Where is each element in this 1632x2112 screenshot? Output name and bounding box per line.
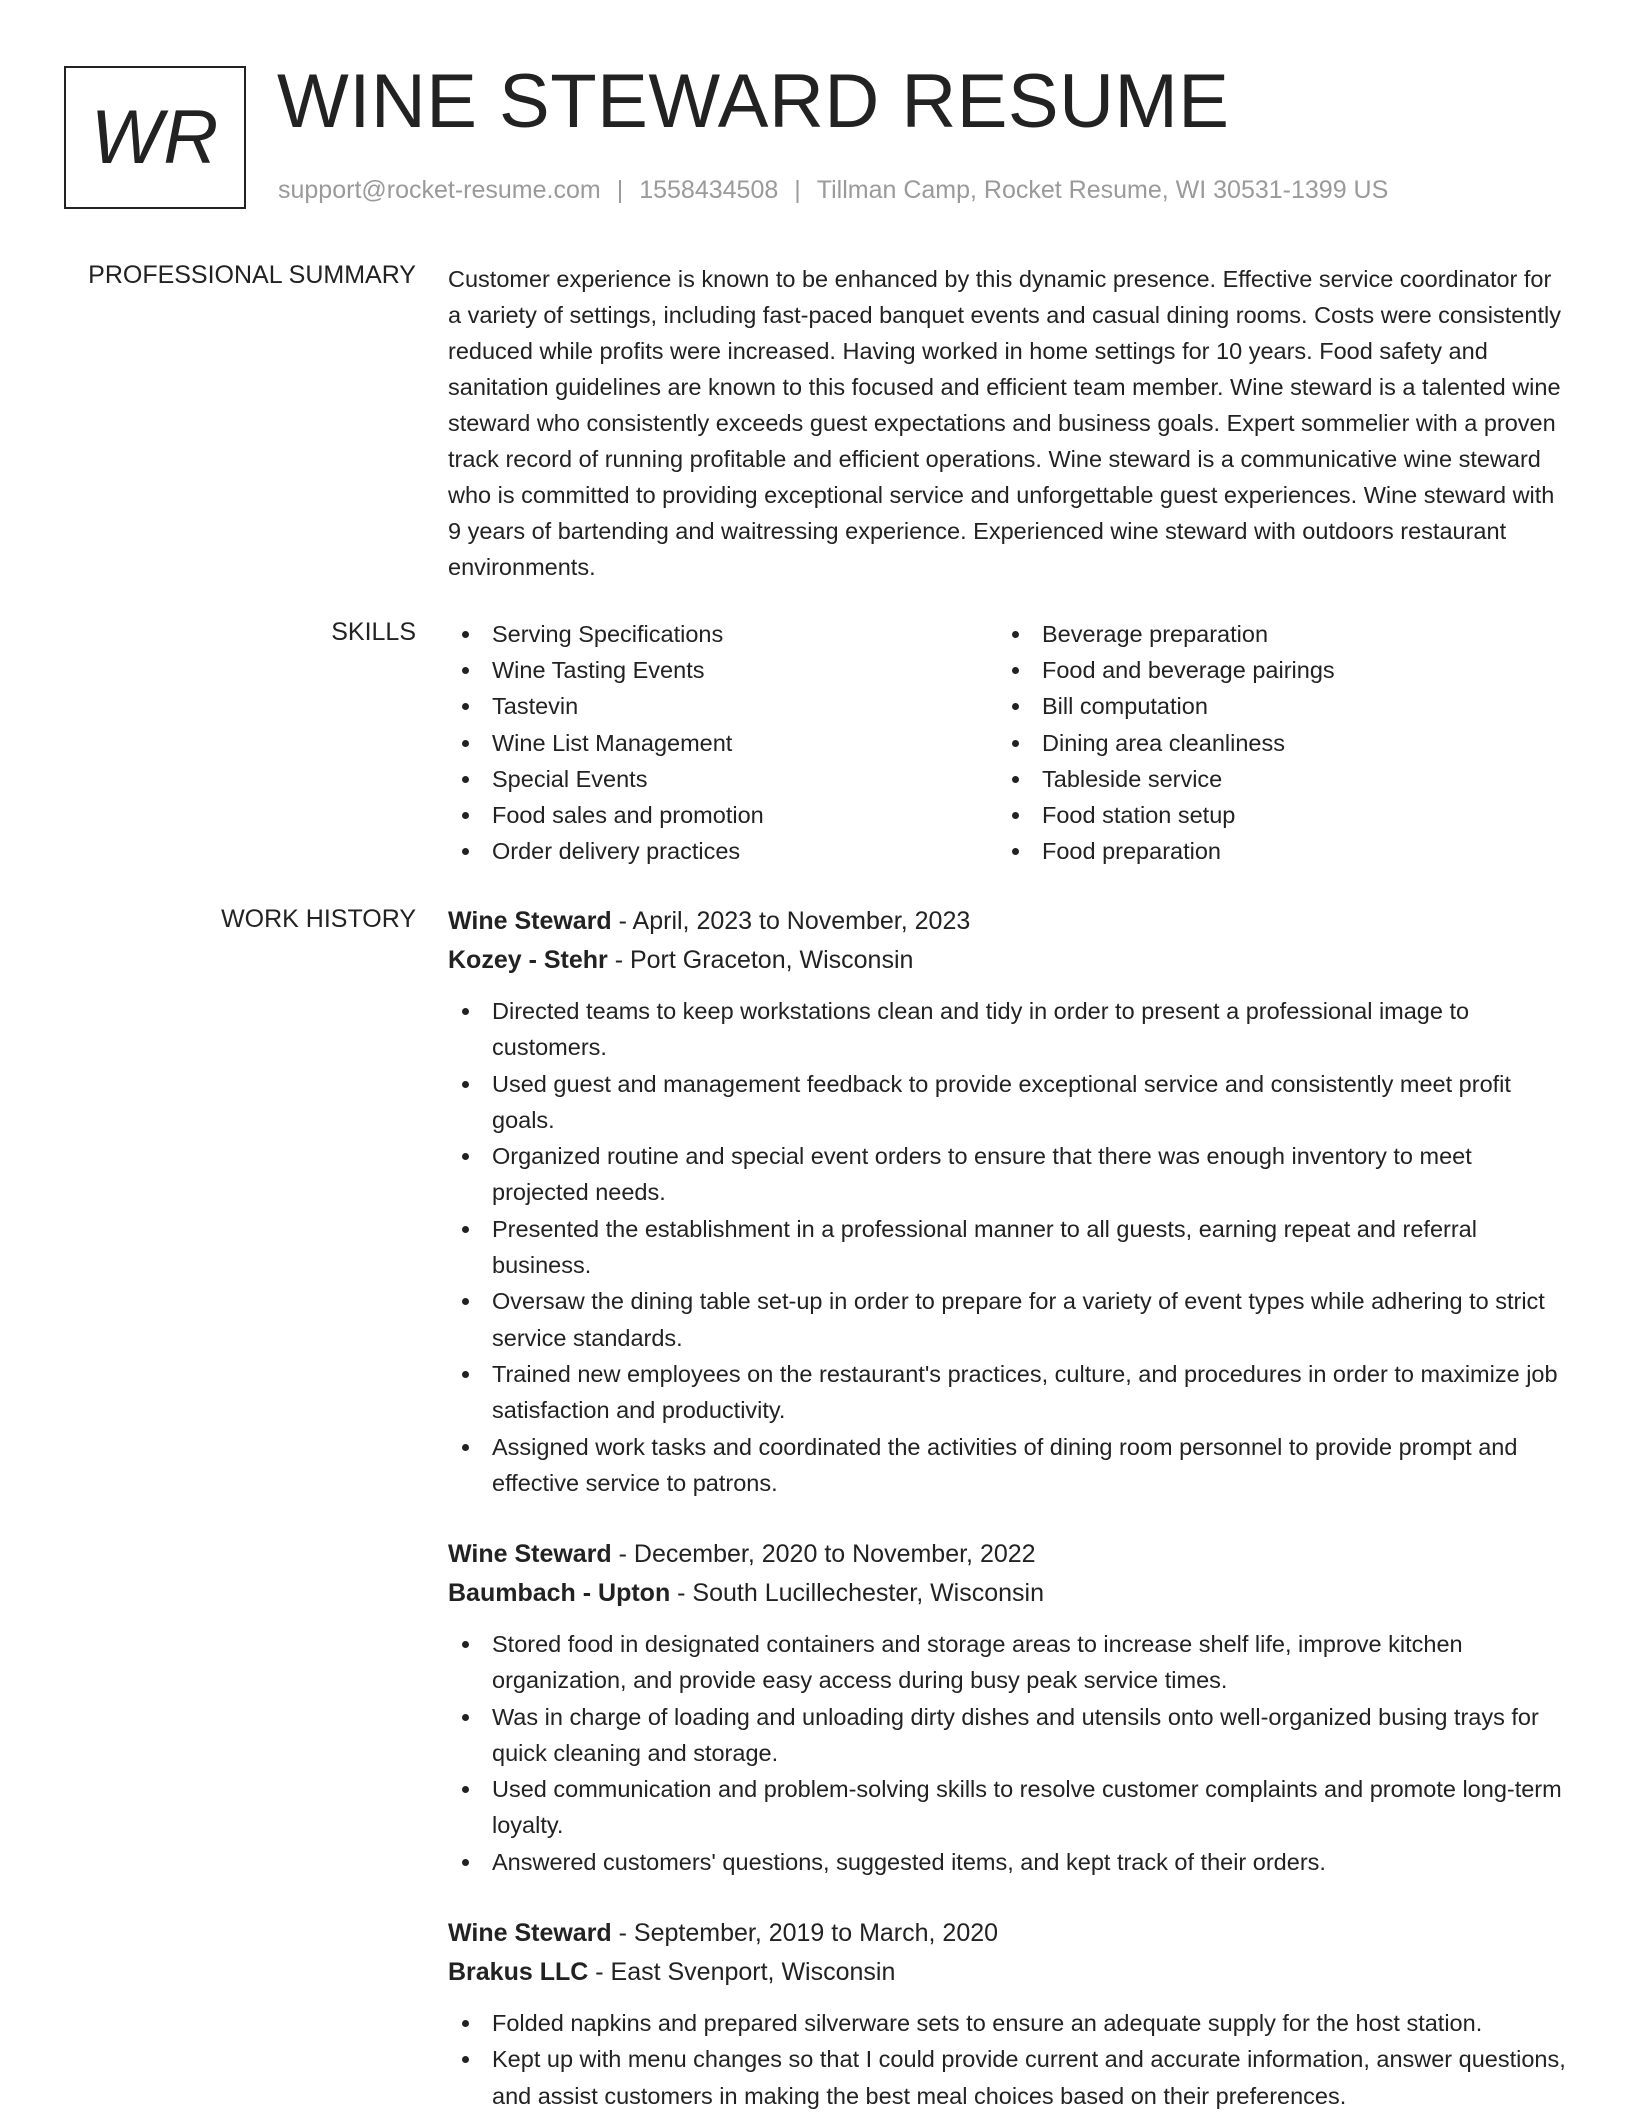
skill-item: Food and beverage pairings <box>998 652 1335 688</box>
job-title-line <box>448 902 1568 941</box>
job-company-line <box>448 1953 1568 1992</box>
job-entry <box>448 902 1568 1501</box>
job-title-line <box>448 1914 1568 1953</box>
job-location: - South Lucillechester, Wisconsin <box>670 1579 1044 1607</box>
job-bullet: Assigned work tasks and coordinated the activities of dining room personnel to provide prompt and effective service to patrons. <box>448 1429 1568 1502</box>
job-bullet: Answered customers' questions, suggested items, and kept track of their orders. <box>448 1844 1568 1880</box>
contact-separator: | <box>616 176 624 204</box>
skills-list-left <box>448 616 764 869</box>
job-bullet: Trained new employees on the restaurant's practices, culture, and procedures in order to maximize job satisfaction and productivity. <box>448 1356 1568 1429</box>
job-dates: - September, 2019 to March, 2020 <box>611 1919 999 1947</box>
section-label-skills: SKILLS <box>331 618 416 646</box>
job-entry <box>448 1535 1568 1880</box>
contact-phone: 1558434508 <box>639 176 779 204</box>
job-bullet: Folded napkins and prepared silverware sets to ensure an adequate supply for the host station. <box>448 2005 1568 2041</box>
contact-line <box>278 176 1388 205</box>
skills-list-right <box>998 616 1335 869</box>
job-location: - Port Graceton, Wisconsin <box>607 946 914 974</box>
skill-item: Dining area cleanliness <box>998 725 1335 761</box>
summary-text: Customer experience is known to be enhanced by this dynamic presence. Effective service coordinator for a variety of settings, including fast-paced banquet events and casual dining rooms. Costs were consistently reduced while profits were increased. Having worked in home settings for 10 years. Food safety and sanitation guidelines are known to this focused and efficient team member. Wine steward is a talented wine steward who consistently exceeds guest expectations and business goals. Expert sommelier with a proven track record of running profitable and efficient operations. Wine steward is a communicative wine steward who is committed to providing exceptional service and unforgettable guest experiences. Wine steward with 9 years of bartending and waitressing experience. Experienced wine steward with outdoors restaurant environments. <box>448 266 1561 580</box>
contact-address: Tillman Camp, Rocket Resume, WI 30531-1399 US <box>816 176 1389 204</box>
monogram-box <box>64 66 246 209</box>
skill-item: Beverage preparation <box>998 616 1335 652</box>
section-label-summary: PROFESSIONAL SUMMARY <box>88 261 416 289</box>
skill-item: Order delivery practices <box>448 833 764 869</box>
job-entry <box>448 1914 1568 2112</box>
skill-item: Food sales and promotion <box>448 797 764 833</box>
job-bullet: Directed teams to keep workstations clean and tidy in order to present a professional image to customers. <box>448 993 1568 1066</box>
job-bullet: Oversaw the dining table set-up in order to prepare for a variety of event types while adhering to strict service standards. <box>448 1283 1568 1356</box>
contact-separator: | <box>794 176 801 204</box>
skill-item: Food preparation <box>998 833 1335 869</box>
job-location: - East Svenport, Wisconsin <box>588 1958 896 1986</box>
skill-item: Serving Specifications <box>448 616 764 652</box>
job-title: Wine Steward <box>448 1540 612 1568</box>
monogram-initials: WR <box>90 95 220 180</box>
job-dates: - April, 2023 to November, 2023 <box>611 907 971 935</box>
job-bullet: Stored food in designated containers and storage areas to increase shelf life, improve kitchen organization, and provide easy access during busy peak service times. <box>448 1626 1568 1699</box>
job-bullet: Kept up with menu changes so that I could provide current and accurate information, answer questions, and assist customers in making the best meal choices based on their preferences. <box>448 2041 1568 2112</box>
job-title: Wine Steward <box>448 1919 612 1947</box>
job-bullet: Organized routine and special event orders to ensure that there was enough inventory to meet projected needs. <box>448 1138 1568 1211</box>
job-title-line <box>448 1535 1568 1574</box>
job-bullet: Used communication and problem-solving skills to resolve customer complaints and promote long-term loyalty. <box>448 1771 1568 1844</box>
job-bullets <box>448 1626 1568 1880</box>
contact-email: support@rocket-resume.com <box>278 176 601 204</box>
job-bullets <box>448 993 1568 1501</box>
job-bullets <box>448 2005 1568 2112</box>
skill-item: Tastevin <box>448 688 764 724</box>
skill-item: Wine Tasting Events <box>448 652 764 688</box>
resume-title: WINE STEWARD RESUME <box>277 59 1230 144</box>
skill-item: Food station setup <box>998 797 1335 833</box>
job-company: Brakus LLC <box>448 1958 589 1986</box>
job-company: Baumbach - Upton <box>448 1579 671 1607</box>
job-company-line <box>448 1574 1568 1613</box>
job-dates: - December, 2020 to November, 2022 <box>611 1540 1036 1568</box>
skill-item: Wine List Management <box>448 725 764 761</box>
job-company-line <box>448 941 1568 980</box>
job-bullet: Was in charge of loading and unloading dirty dishes and utensils onto well-organized busing trays for quick cleaning and storage. <box>448 1699 1568 1772</box>
skill-item: Special Events <box>448 761 764 797</box>
section-label-work-history: WORK HISTORY <box>221 905 416 933</box>
job-title: Wine Steward <box>448 907 612 935</box>
job-bullet: Presented the establishment in a professional manner to all guests, earning repeat and referral business. <box>448 1211 1568 1284</box>
job-company: Kozey - Stehr <box>448 946 608 974</box>
job-bullet: Used guest and management feedback to provide exceptional service and consistently meet profit goals. <box>448 1066 1568 1139</box>
skill-item: Tableside service <box>998 761 1335 797</box>
skill-item: Bill computation <box>998 688 1335 724</box>
